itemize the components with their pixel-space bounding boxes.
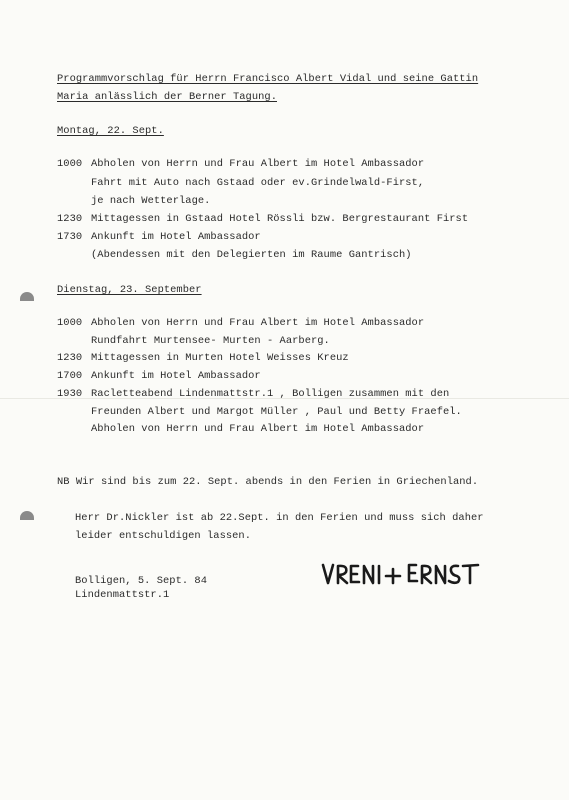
time-1230-tue: 1230 [57,352,83,364]
time-1000-mon: 1000 [57,158,83,170]
entry-line: Rundfahrt Murtensee- Murten - Aarberg. [91,335,330,347]
time-1000-tue: 1000 [57,317,83,329]
entry-line: (Abendessen mit den Delegierten im Raume Gantrisch) [91,249,412,261]
entry-line: Abholen von Herrn und Frau Albert im Hotel Ambassador [91,317,425,329]
day-heading-tuesday: Dienstag, 23. September [57,284,202,296]
signature [318,559,483,589]
punch-hole-top [20,292,34,301]
entry-line: Racletteabend Lindenmattstr.1 , Bolligen zusammen mit den [91,388,450,400]
time-1700-tue: 1700 [57,370,83,382]
entry-line: Ankunft im Hotel Ambassador [91,231,261,243]
entry-line: Ankunft im Hotel Ambassador [91,370,261,382]
entry-line: Mittagessen in Murten Hotel Weisses Kreuz [91,352,349,364]
entry-line: Abholen von Herrn und Frau Albert im Hotel Ambassador [91,158,425,170]
day-heading-monday: Montag, 22. Sept. [57,125,164,137]
time-1230-mon: 1230 [57,213,83,225]
entry-line: Fahrt mit Auto nach Gstaad oder ev.Grindelwald-First, [91,177,425,189]
title-line-1: Programmvorschlag für Herrn Francisco Albert Vidal und seine Gattin [57,73,479,85]
note-nickler-line-1: Herr Dr.Nickler ist ab 22.Sept. in den Ferien und muss sich daher [75,512,484,524]
place-date: Bolligen, 5. Sept. 84 [75,575,207,587]
entry-line: je nach Wetterlage. [91,195,211,207]
title-line-2: Maria anlässlich der Berner Tagung. [57,91,277,103]
note-nickler-line-2: leider entschuldigen lassen. [75,530,251,542]
note-holiday: NB Wir sind bis zum 22. Sept. abends in den Ferien in Griechenland. [57,476,479,488]
punch-hole-bottom [20,511,34,520]
entry-line: Freunden Albert und Margot Müller , Paul und Betty Fraefel. [91,406,462,418]
address: Lindenmattstr.1 [75,589,170,601]
time-1930-tue: 1930 [57,388,83,400]
time-1730-mon: 1730 [57,231,83,243]
entry-line: Mittagessen in Gstaad Hotel Rössli bzw. Bergrestaurant First [91,213,469,225]
entry-line: Abholen von Herrn und Frau Albert im Hotel Ambassador [91,423,425,435]
